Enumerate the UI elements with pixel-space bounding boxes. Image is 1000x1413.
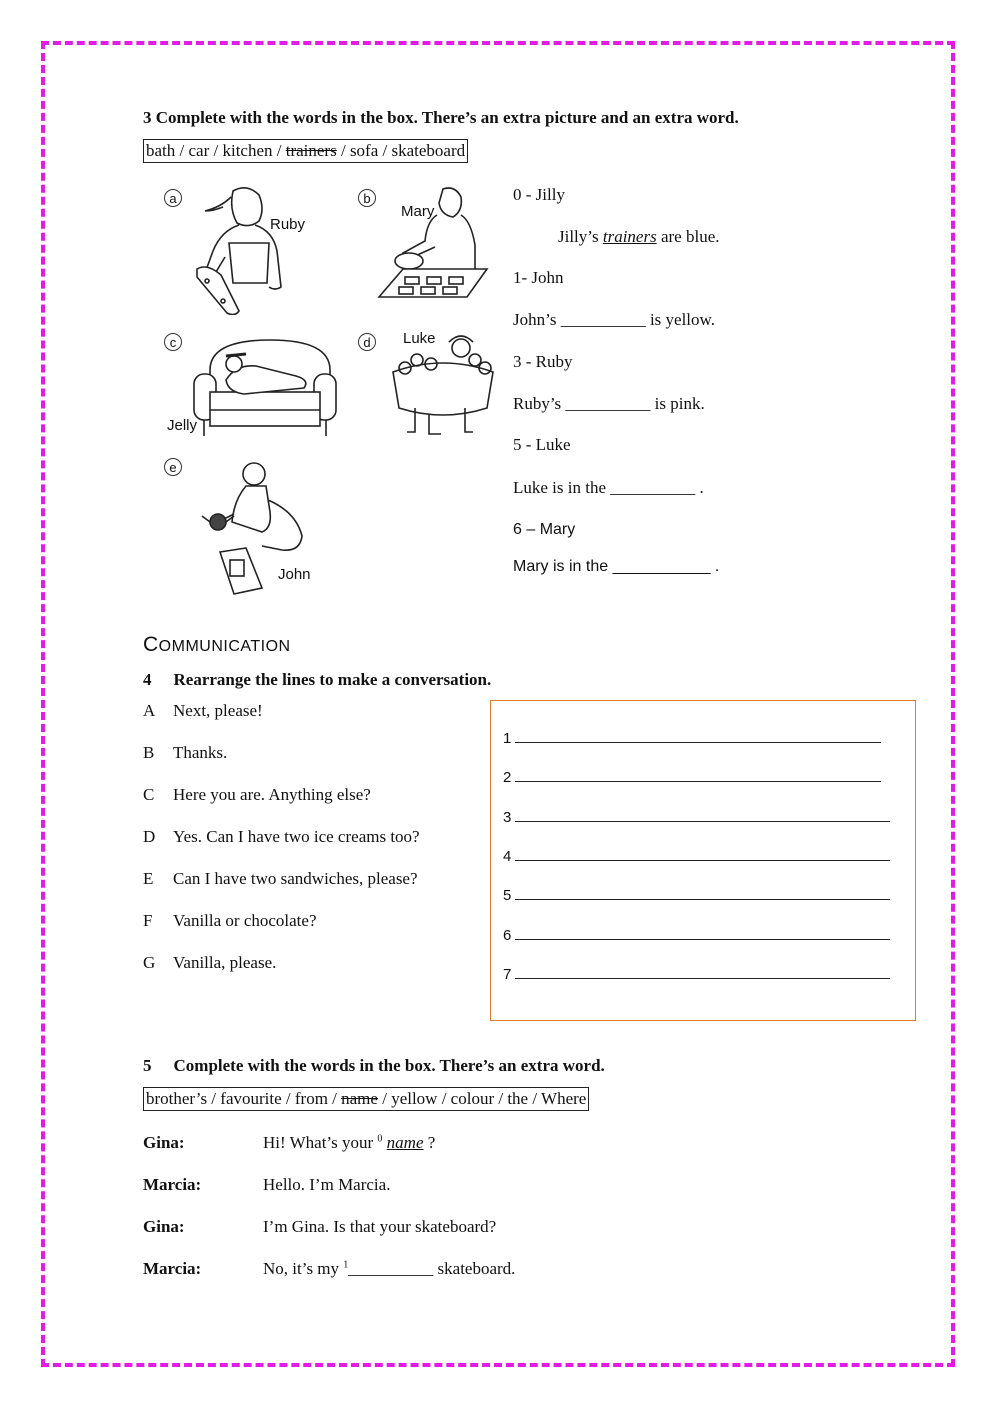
picture-letter-d: d xyxy=(358,333,376,351)
picture-name-luke: Luke xyxy=(403,330,436,347)
answer-blank[interactable] xyxy=(515,968,890,979)
answer-number: 7 xyxy=(503,966,512,983)
picture-letter-c: c xyxy=(164,333,182,351)
item-1-heading: 1- John xyxy=(513,268,564,287)
item-3-sentence[interactable]: Ruby’s __________ is pink. xyxy=(513,394,705,413)
line-text: Here you are. Anything else? xyxy=(173,785,371,804)
dialogue-line: I’m Gina. Is that your skateboard? xyxy=(263,1217,497,1236)
item-5-sentence[interactable]: Luke is in the __________ . xyxy=(513,478,704,497)
dialogue-speaker: Marcia: xyxy=(143,1175,202,1194)
exercise-3-word-box xyxy=(143,139,468,163)
exercise-4-number: 4 xyxy=(143,670,152,689)
item-6-sentence[interactable]: Mary is in the ___________ . xyxy=(513,558,720,575)
gap-number: 0 xyxy=(377,1133,383,1145)
answer-number: 1 xyxy=(503,730,512,747)
answer-number: 4 xyxy=(503,848,512,865)
item-1-sentence[interactable]: John’s __________ is yellow. xyxy=(513,310,715,329)
dialogue-speaker: Gina: xyxy=(143,1217,185,1236)
answer-number: 2 xyxy=(503,769,512,786)
item-0-pre: Jilly’s xyxy=(558,227,603,246)
exercise-5-number: 5 xyxy=(143,1056,152,1075)
line-text: Yes. Can I have two ice creams too? xyxy=(173,827,420,846)
line-text: Next, please! xyxy=(173,701,263,720)
item-0-post: are blue. xyxy=(656,227,720,246)
answer-line[interactable] xyxy=(503,966,890,983)
communication-initial: C xyxy=(143,633,159,656)
communication-rest: OMMUNICATION xyxy=(158,638,291,655)
answer-line[interactable] xyxy=(503,887,890,904)
item-5-heading: 5 - Luke xyxy=(513,435,571,454)
line-letter: D xyxy=(143,827,156,846)
line-letter: A xyxy=(143,701,156,720)
answer-line[interactable] xyxy=(503,848,890,865)
picture-letter-a: a xyxy=(164,189,182,207)
picture-name-jelly: Jelly xyxy=(167,417,198,434)
dialogue-speaker: Gina: xyxy=(143,1133,185,1152)
word-box-part: bath / car / kitchen / xyxy=(146,141,286,160)
picture-name-mary: Mary xyxy=(401,203,435,220)
answer-blank[interactable] xyxy=(515,732,881,743)
answer-blank[interactable] xyxy=(515,811,890,822)
answer-blank[interactable] xyxy=(515,929,890,940)
exercise-5-title xyxy=(143,1056,605,1076)
line-text: Vanilla, please. xyxy=(173,953,277,972)
gap-number: 1 xyxy=(343,1259,349,1271)
exercise-3-title: 3 Complete with the words in the box. There’s an extra picture and an extra word. xyxy=(143,108,739,127)
answer-line[interactable] xyxy=(503,927,890,944)
line-letter: G xyxy=(143,953,156,972)
exercise-4-title xyxy=(143,670,491,690)
dialogue-line: Hello. I’m Marcia. xyxy=(263,1175,391,1194)
jelly-sofa-picture xyxy=(190,330,340,440)
word-box-part: / sofa / skateboard xyxy=(336,141,466,160)
answer-line[interactable] xyxy=(503,730,881,747)
answer-number: 6 xyxy=(503,927,512,944)
answer-line[interactable] xyxy=(503,809,890,826)
line-letter: B xyxy=(143,743,155,762)
exercise-5-instruction: Complete with the words in the box. There’s an extra word. xyxy=(173,1056,605,1075)
picture-name-ruby: Ruby xyxy=(270,216,306,233)
communication-heading xyxy=(143,633,291,657)
ruby-skateboard-picture xyxy=(185,183,300,315)
dialogue-line[interactable] xyxy=(263,1259,515,1279)
word-box-example-word: trainers xyxy=(285,141,337,160)
word-box-part: / yellow / colour / the / Where xyxy=(377,1089,587,1108)
word-box-part: brother’s / favourite / from / xyxy=(146,1089,342,1108)
dialogue-post[interactable]: __________ skateboard. xyxy=(348,1259,516,1278)
line-text: Vanilla or chocolate? xyxy=(173,911,317,930)
item-0-heading: 0 - Jilly xyxy=(513,185,565,204)
dialogue-post: ? xyxy=(423,1133,436,1152)
exercise-4-instruction: Rearrange the lines to make a conversation. xyxy=(173,670,492,689)
line-letter: F xyxy=(143,911,153,930)
answer-blank[interactable] xyxy=(515,771,881,782)
answer-blank[interactable] xyxy=(515,850,890,861)
line-text: Can I have two sandwiches, please? xyxy=(173,869,418,888)
item-0-sentence xyxy=(558,227,720,247)
dialogue-pre: No, it’s my xyxy=(263,1259,344,1278)
item-6-heading: 6 – Mary xyxy=(513,521,576,538)
dialogue-answer: name xyxy=(386,1133,424,1152)
answer-line[interactable] xyxy=(503,769,881,786)
answer-blank[interactable] xyxy=(515,889,890,900)
picture-letter-b: b xyxy=(358,189,376,207)
item-0-answer: trainers xyxy=(602,227,657,246)
line-letter: C xyxy=(143,785,155,804)
answer-number: 3 xyxy=(503,809,512,826)
picture-name-john: John xyxy=(278,566,311,583)
item-3-heading: 3 - Ruby xyxy=(513,352,573,371)
word-box-example-word: name xyxy=(341,1089,378,1108)
dialogue-pre: Hi! What’s your xyxy=(263,1133,378,1152)
line-text: Thanks. xyxy=(173,743,228,762)
exercise-5-word-box xyxy=(143,1087,589,1111)
line-letter: E xyxy=(143,869,154,888)
picture-letter-e: e xyxy=(164,458,182,476)
dialogue-speaker: Marcia: xyxy=(143,1259,202,1278)
answer-number: 5 xyxy=(503,887,512,904)
dialogue-line xyxy=(263,1133,435,1153)
